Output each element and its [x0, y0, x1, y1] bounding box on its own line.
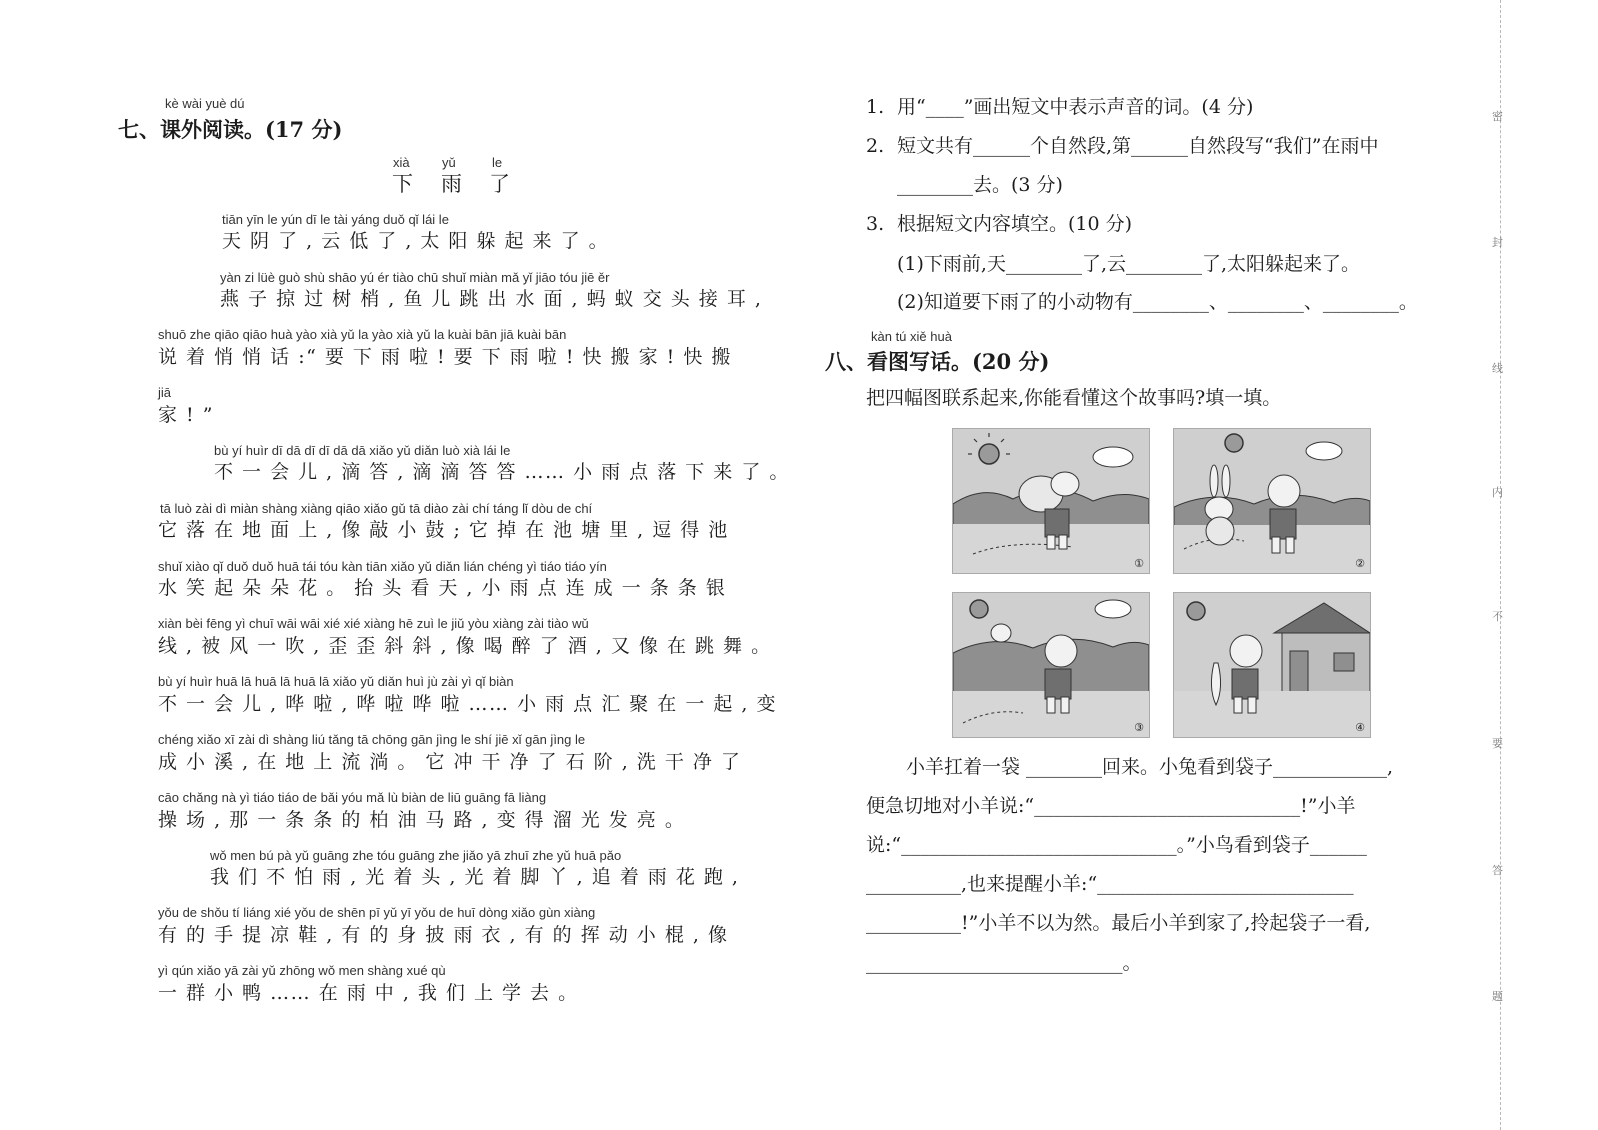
- line-hanzi: 天 阴 了 , 云 低 了 , 太 阳 躲 起 来 了 。: [222, 230, 610, 252]
- q3-text: 根据短文内容填空。(10 分): [897, 213, 1133, 235]
- line-pinyin: shuō zhe qiāo qiāo huà yào xià yǔ la yào xià yǔ la kuài bān jiā kuài bān: [158, 327, 567, 342]
- seal-char: 线: [1492, 362, 1503, 375]
- line-pinyin: chéng xiǎo xī zài dì shàng liú tǎng tā chōng gān jìng le shí jiē xǐ gān jìng le: [158, 732, 586, 747]
- q3-sub1: (1)下雨前,天________了,云________了,太阳躲起来了。: [897, 253, 1361, 275]
- title-pinyin: xià: [393, 155, 410, 170]
- writing-line: __________,也来提醒小羊:“___________________________: [866, 873, 1354, 895]
- section8-title: 八、看图写话。(20 分): [825, 349, 1050, 374]
- writing-line: 说:“_____________________________。”小鸟看到袋子______: [866, 834, 1367, 856]
- picture-number: ②: [1355, 557, 1365, 570]
- line-hanzi: 不 一 会 儿 , 哗 啦 , 哗 啦 哗 啦 …… 小 雨 点 汇 聚 在 一 起 , 变: [158, 693, 777, 715]
- line-pinyin: yàn zi lüè guò shù shāo yú ér tiào chū shuǐ miàn mǎ yǐ jiāo tóu jiē ěr: [220, 270, 610, 285]
- line-hanzi: 家 ! ”: [158, 404, 214, 426]
- writing-line: 小羊扛着一袋 ________回来。小兔看到袋子____________,: [906, 756, 1394, 778]
- line-pinyin: wǒ men bú pà yǔ guāng zhe tóu guāng zhe jiǎo yā zhuī zhe yǔ huā pǎo: [210, 848, 622, 863]
- line-pinyin: yǒu de shǒu tí liáng xié yǒu de shēn pī yǔ yī yǒu de huī dòng xiǎo gùn xiàng: [158, 905, 596, 920]
- line-hanzi: 不 一 会 儿 , 滴 答 , 滴 滴 答 答 …… 小 雨 点 落 下 来 了 。: [214, 461, 790, 483]
- picture-1: [952, 428, 1150, 574]
- seal-char: 要: [1492, 737, 1503, 750]
- line-pinyin: bù yí huìr huā lā huā lā huā lā xiǎo yǔ diǎn huì jù zài yì qǐ biàn: [158, 674, 514, 689]
- line-hanzi: 线 , 被 风 一 吹 , 歪 歪 斜 斜 , 像 喝 醉 了 酒 , 又 像 在 跳 舞 。: [158, 635, 772, 657]
- q2-line1: 短文共有______个自然段,第______自然段写“我们”在雨中: [897, 135, 1379, 157]
- line-pinyin: shuǐ xiào qǐ duǒ duǒ huā tái tóu kàn tiān xiǎo yǔ diǎn lián chéng yì tiáo tiáo yín: [158, 559, 607, 574]
- line-hanzi: 一 群 小 鸭 …… 在 雨 中 , 我 们 上 学 去 。: [158, 982, 579, 1004]
- picture-4: [1173, 592, 1371, 738]
- picture-number: ③: [1134, 721, 1144, 734]
- title-char: 下: [392, 172, 415, 196]
- section8-pinyin: kàn tú xiě huà: [871, 329, 952, 344]
- writing-line: __________!”小羊不以为然。最后小羊到家了,拎起袋子一看,: [866, 912, 1371, 934]
- line-hanzi: 水 笑 起 朵 朵 花 。 抬 头 看 天 , 小 雨 点 连 成 一 条 条 银: [158, 577, 727, 599]
- seal-line: [1500, 0, 1501, 1130]
- picture-3: [952, 592, 1150, 738]
- line-hanzi: 操 场 , 那 一 条 条 的 柏 油 马 路 , 变 得 溜 光 发 亮 。: [158, 809, 686, 831]
- title-char: 了: [489, 172, 512, 196]
- seal-char: 密: [1492, 110, 1503, 123]
- seal-char: 封: [1492, 236, 1503, 249]
- line-hanzi: 我 们 不 怕 雨 , 光 着 头 , 光 着 脚 丫 , 追 着 雨 花 跑 ,: [210, 866, 740, 888]
- q1-number: 1.: [866, 96, 885, 118]
- q3-number: 3.: [866, 213, 885, 235]
- line-pinyin: jiā: [158, 385, 172, 400]
- title-char: 雨: [441, 172, 464, 196]
- line-pinyin: xiàn bèi fēng yì chuī wāi wāi xié xié xiàng hē zuì le jiǔ yòu xiàng zài tiào wǔ: [158, 616, 589, 631]
- seal-char: 答: [1492, 864, 1503, 877]
- writing-line: 便急切地对小羊说:“____________________________!”小羊: [866, 795, 1356, 817]
- q2-number: 2.: [866, 135, 885, 157]
- line-pinyin: bù yí huìr dī dā dī dī dā dā xiǎo yǔ diǎn luò xià lái le: [214, 443, 511, 458]
- section8-instruction: 把四幅图联系起来,你能看懂这个故事吗?填一填。: [866, 387, 1282, 409]
- picture-number: ④: [1355, 721, 1365, 734]
- line-hanzi: 说 着 悄 悄 话 :“ 要 下 雨 啦 ! 要 下 雨 啦 ! 快 搬 家 ! 快 搬: [158, 346, 732, 368]
- line-pinyin: cāo chǎng nà yì tiáo tiáo de bǎi yóu mǎ lù biàn de liū guāng fā liàng: [158, 790, 547, 805]
- line-pinyin: tā luò zài dì miàn shàng xiàng qiāo xiǎo gǔ tā diào zài chí táng lǐ dòu de chí: [160, 501, 593, 516]
- line-hanzi: 燕 子 掠 过 树 梢 , 鱼 儿 跳 出 水 面 , 蚂 蚁 交 头 接 耳 ,: [220, 288, 763, 310]
- line-hanzi: 它 落 在 地 面 上 , 像 敲 小 鼓 ; 它 掉 在 池 塘 里 , 逗 得 池: [158, 519, 729, 541]
- q3-sub2: (2)知道要下雨了的小动物有________、________、________。: [897, 291, 1418, 313]
- seal-char: 题: [1492, 990, 1503, 1003]
- seal-char: 不: [1492, 610, 1503, 623]
- writing-line: ___________________________。: [866, 952, 1142, 974]
- seal-char: 内: [1492, 486, 1503, 499]
- line-hanzi: 成 小 溪 , 在 地 上 流 淌 。 它 冲 干 净 了 石 阶 , 洗 干 净 了: [158, 751, 742, 773]
- line-hanzi: 有 的 手 提 凉 鞋 , 有 的 身 披 雨 衣 , 有 的 挥 动 小 棍 , 像: [158, 924, 729, 946]
- title-pinyin: yǔ: [442, 155, 456, 170]
- picture-number: ①: [1134, 557, 1144, 570]
- line-pinyin: tiān yīn le yún dī le tài yáng duǒ qǐ lái le: [222, 212, 449, 227]
- q1-text: 用“____”画出短文中表示声音的词。(4 分): [897, 96, 1254, 118]
- section7-pinyin: kè wài yuè dú: [165, 96, 245, 111]
- q2-line2: ________去。(3 分): [897, 174, 1063, 196]
- title-pinyin: le: [492, 155, 503, 170]
- picture-2: [1173, 428, 1371, 574]
- line-pinyin: yì qún xiǎo yā zài yǔ zhōng wǒ men shàng xué qù: [158, 963, 446, 978]
- section7-title: 七、课外阅读。(17 分): [118, 117, 343, 142]
